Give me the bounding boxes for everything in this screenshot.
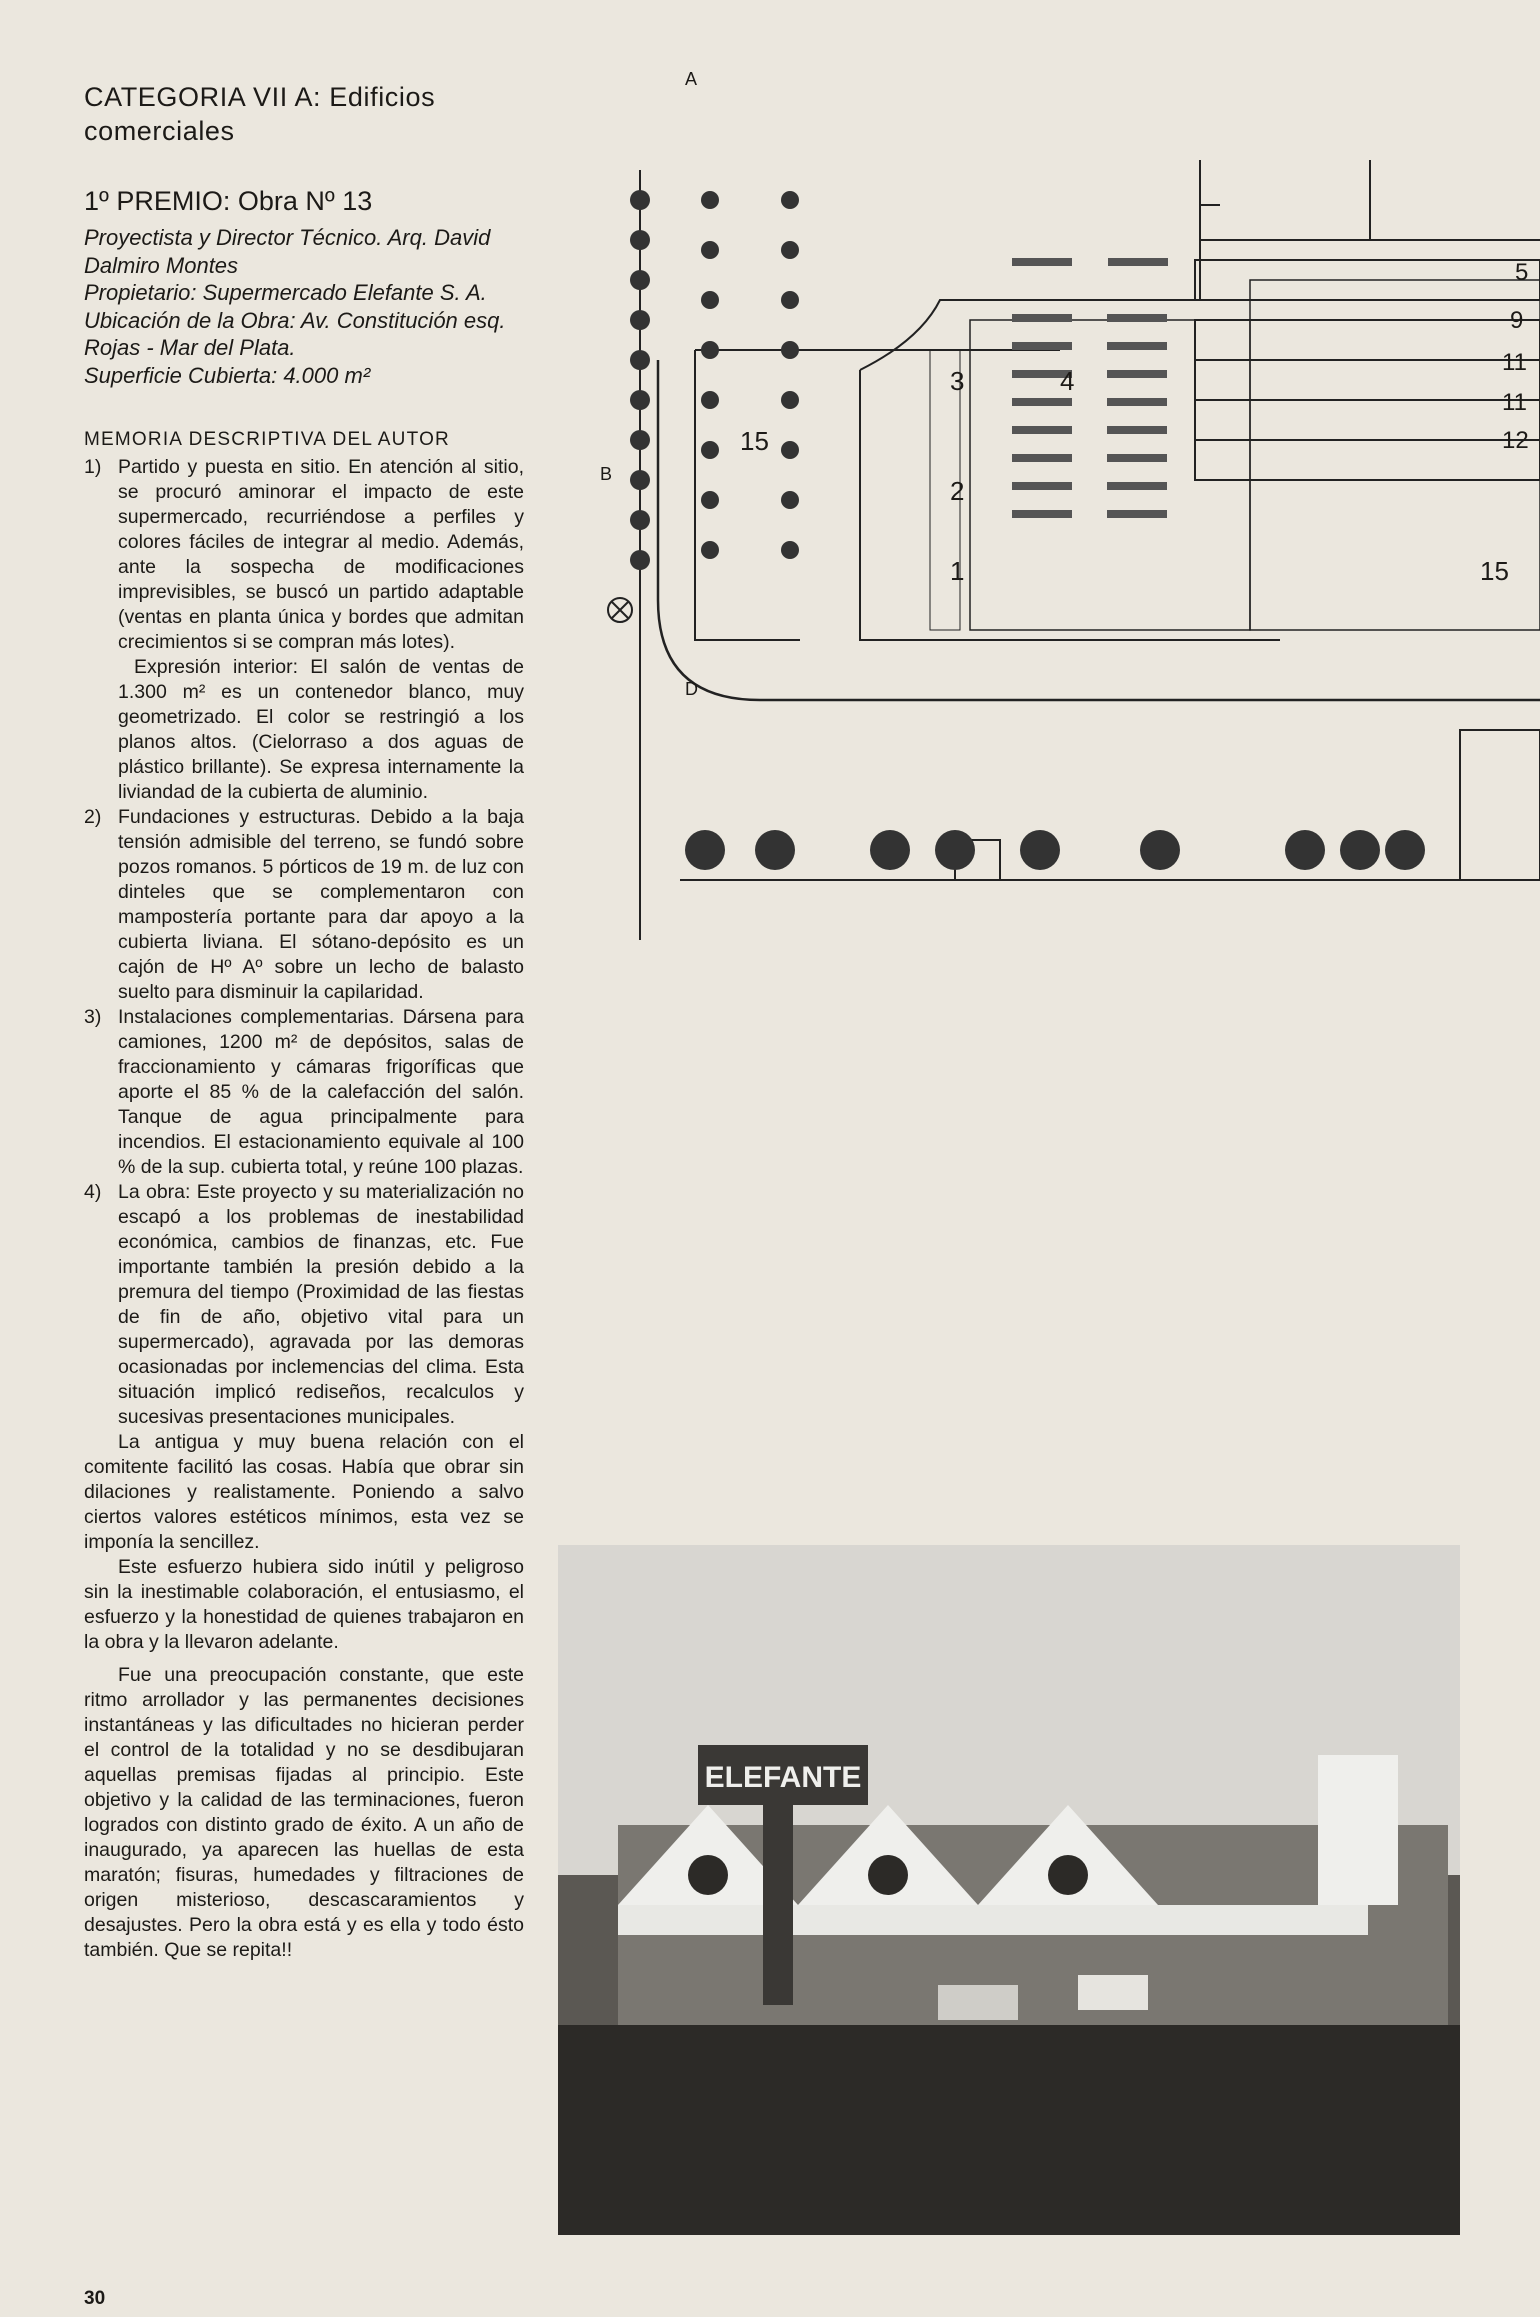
memoria-heading: MEMORIA DESCRIPTIVA DEL AUTOR	[84, 429, 450, 450]
category-title: CATEGORIA VII A: Edificios comerciales	[84, 82, 436, 146]
list-item	[84, 1180, 524, 1430]
credit-owner: Propietario: Supermercado Elefante S. A.	[84, 280, 487, 305]
room-label: 5	[1515, 259, 1529, 286]
room-label: 3	[950, 366, 965, 396]
body-paragraph: La antigua y muy buena relación con el comitente facilitó las cosas. Había que obrar sin dilaciones y realistamente. Poniendo a salvo ciertos valores estéticos mínimos, esta vez se imponía la sencillez.	[84, 1431, 524, 1553]
supermarket-photo	[558, 1545, 1460, 2235]
credit-architect: Proyectista y Director Técnico. Arq. David Dalmiro Montes	[84, 225, 491, 278]
item-number: 2)	[84, 806, 102, 828]
item-text: Instalaciones complementarias. Dársena para camiones, 1200 m² de depósitos, salas de fraccionamiento y cámaras frigoríficas que aporte el 85 % de la calefacción del salón. Tanque de agua principalmente para incendios. El estacionamiento equivale al 100 % de la sup. cubierta total, y reúne 100 plazas.	[118, 1006, 524, 1178]
item-number: 3)	[84, 1006, 102, 1028]
list-item	[84, 1005, 524, 1180]
page-number: 30	[84, 2288, 106, 2309]
memoria-list-continued	[84, 805, 524, 1430]
list-item	[84, 805, 524, 1005]
room-label: 12	[1502, 427, 1529, 454]
room-label: 1	[950, 556, 965, 586]
section-marker-a: A	[685, 69, 698, 89]
body-paragraph: Este esfuerzo hubiera sido inútil y peligroso sin la inestimable colaboración, el entusiasmo, el esfuerzo y la honestidad de quienes trabajaron en la obra y la llevaron adelante.	[84, 1556, 524, 1653]
room-label: 4	[1060, 366, 1075, 396]
section-marker-d: D	[685, 679, 698, 699]
room-label: 9	[1510, 307, 1524, 334]
item-number: 4)	[84, 1181, 102, 1203]
room-label: 11	[1502, 389, 1527, 416]
floor-plan-drawing	[560, 69, 1540, 1030]
interior-expression: Expresión interior: El salón de ventas de 1.300 m² es un contenedor blanco, muy geometrizado. El color se restringió a los planos altos. (Cielorraso a dos aguas de plástico brillante). Se expresa internamente la liviandad de la cubierta de aluminio.	[118, 656, 524, 803]
item-text: La obra: Este proyecto y su materialización no escapó a los problemas de inestabilidad económica, cambios de finanzas, etc. Fue importante también la presión debido a la premura del tiempo (Proximidad de las fiestas de fin de año, objetivo vital para un supermercado), agravada por las demoras ocasionadas por inclemencias del clima. Esta situación implicó rediseños, recalculos y sucesivas presentaciones municipales.	[118, 1181, 524, 1428]
article-column	[84, 80, 524, 1963]
room-label: 15	[1480, 556, 1509, 586]
photo-sign-text: ELEFANTE	[704, 1761, 862, 1794]
section-marker-b: B	[600, 464, 613, 484]
list-item	[84, 455, 524, 655]
room-label: 2	[950, 476, 965, 506]
prize-heading: 1º PREMIO: Obra Nº 13	[84, 186, 373, 216]
credit-location: Ubicación de la Obra: Av. Constitución esq. Rojas - Mar del Plata.	[84, 307, 506, 360]
item-number: 1)	[84, 456, 102, 478]
body-paragraph: Fue una preocupación constante, que este ritmo arrollador y las permanentes decisiones instantáneas y las dificultades no hicieran perder el control de la totalidad y no se desdibujaran aquellas premisas fijadas al principio. Este objetivo y la calidad de las terminaciones, fueron logrados con distinto grado de éxito. A un año de inaugurado, ya aparecen las huellas de esta maratón; fisuras, humedades y filtraciones de origen misterioso, descascaramientos y desajustes. Pero la obra está y es ella y todo ésto también. Que se repita!!	[84, 1664, 524, 1961]
credit-area: Superficie Cubierta: 4.000 m²	[84, 362, 371, 388]
room-label: 11	[1502, 349, 1527, 376]
item-text: Partido y puesta en sitio. En atención al sitio, se procuró aminorar el impacto de este supermercado, recurriéndose a perfiles y colores fáciles de integrar al medio. Además, ante la sospecha de modificaciones imprevisibles, se buscó un partido adaptable (ventas en planta única y bordes que admitan crecimientos si se compran más lotes).	[118, 456, 524, 653]
memoria-list	[84, 455, 524, 655]
room-label: 15	[740, 426, 769, 456]
item-text: Fundaciones y estructuras. Debido a la baja tensión admisible del terreno, se fundó sobre pozos romanos. 5 pórticos de 19 m. de luz con dinteles que se complementaron con mampostería portante para dar apoyo a la cubierta liviana. El sótano-depósito es un cajón de Hº Aº sobre un lecho de balasto suelto para disminuir la capilaridad.	[118, 806, 524, 1003]
